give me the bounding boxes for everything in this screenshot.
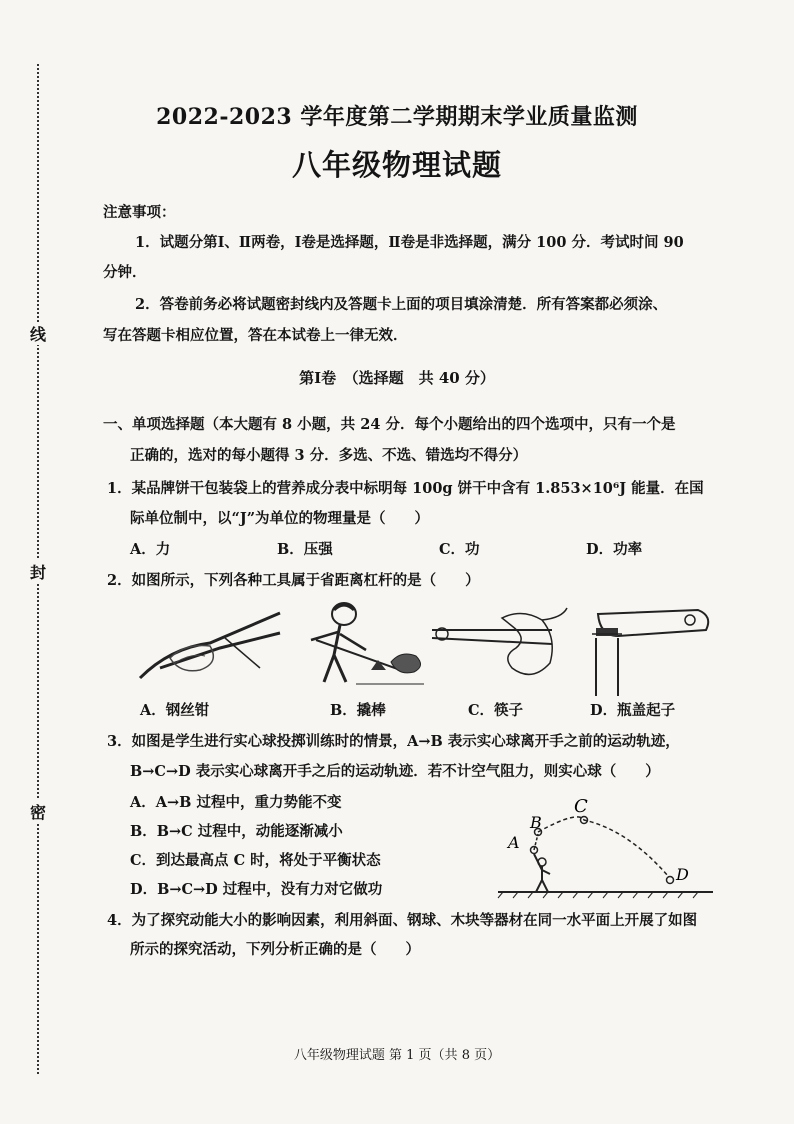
q3-line2: B→C→D 表示实心球离开手之后的运动轨迹．若不计空气阻力，则实心球（ ） [130, 763, 660, 780]
shot-put-figure [498, 790, 718, 900]
pliers-figure [130, 608, 290, 688]
q1-option-b: B．压强 [277, 541, 333, 558]
exam-title: 2022-2023 学年度第二学期期末学业质量监测 [156, 104, 638, 130]
fig-label-b: B [530, 813, 542, 832]
section-title: 第Ⅰ卷 （选择题 共 40 分） [299, 369, 495, 387]
fig-label-c: C [574, 796, 588, 817]
notice-item1-line1: 1．试题分第Ⅰ、Ⅱ两卷，Ⅰ卷是选择题，Ⅱ卷是非选择题，满分 100 分．考试时间 90 [135, 234, 684, 251]
q4-line1: 4．为了探究动能大小的影响因素，利用斜面、钢球、木块等器材在同一水平面上开展了如图 [107, 912, 698, 929]
notice-item2-line1: 2．答卷前务必将试题密封线内及答题卡上面的项目填涂清楚．所有答案都必须涂、 [135, 296, 668, 313]
q3-option-c: C．到达最高点 C 时，将处于平衡状态 [130, 852, 381, 869]
fig-label-a: A [508, 833, 520, 852]
q1-line2: 际单位制中，以“J”为单位的物理量是（ ） [130, 510, 430, 527]
notice-item2-line2: 写在答题卡相应位置，答在本试卷上一律无效． [103, 327, 408, 344]
q4-line2: 所示的探究活动，下列分析正确的是（ ） [130, 941, 420, 958]
seal-char-mi: 密 [28, 800, 48, 823]
q2-option-c: C．筷子 [468, 702, 524, 719]
notice-item1-line2: 分钟． [103, 264, 147, 281]
notice-heading: 注意事项： [103, 204, 176, 221]
q1-option-c: C．功 [439, 541, 480, 558]
chopsticks-figure [432, 608, 572, 688]
part1-line1: 一、单项选择题（本大题有 8 小题，共 24 分．每个小题给出的四个选项中，只有一个是 [103, 416, 676, 433]
exam-subtitle: 八年级物理试题 [291, 148, 502, 182]
fig-label-d: D [676, 865, 689, 884]
q3-line1: 3．如图是学生进行实心球投掷训练时的情景，A→B 表示实心球离开手之前的运动轨迹， [107, 733, 680, 750]
q1-option-d: D．功率 [586, 541, 643, 558]
q2-option-d: D．瓶盖起子 [590, 702, 676, 719]
q3-option-d: D．B→C→D 过程中，没有力对它做功 [130, 881, 383, 898]
q2-option-b: B．撬棒 [330, 702, 386, 719]
page-footer: 八年级物理试题 第 1 页（共 8 页） [293, 1048, 501, 1063]
q2-stem: 2．如图所示，下列各种工具属于省距离杠杆的是（ ） [107, 572, 480, 589]
q3-option-b: B．B→C 过程中，动能逐渐减小 [130, 823, 343, 840]
bottle-opener-figure [588, 606, 718, 696]
q2-option-a: A．钢丝钳 [140, 702, 210, 719]
q1-option-a: A．力 [130, 541, 171, 558]
q1-line1: 1．某品牌饼干包装袋上的营养成分表中标明每 100g 饼干中含有 1.853×10⁶J 能量．在国 [107, 480, 704, 497]
seal-char-xian: 线 [28, 322, 48, 345]
seal-char-feng: 封 [28, 560, 48, 583]
crowbar-figure [296, 600, 436, 690]
part1-line2: 正确的，选对的每小题得 3 分．多选、不选、错选均不得分） [130, 447, 528, 464]
q3-option-a: A．A→B 过程中，重力势能不变 [130, 794, 342, 811]
